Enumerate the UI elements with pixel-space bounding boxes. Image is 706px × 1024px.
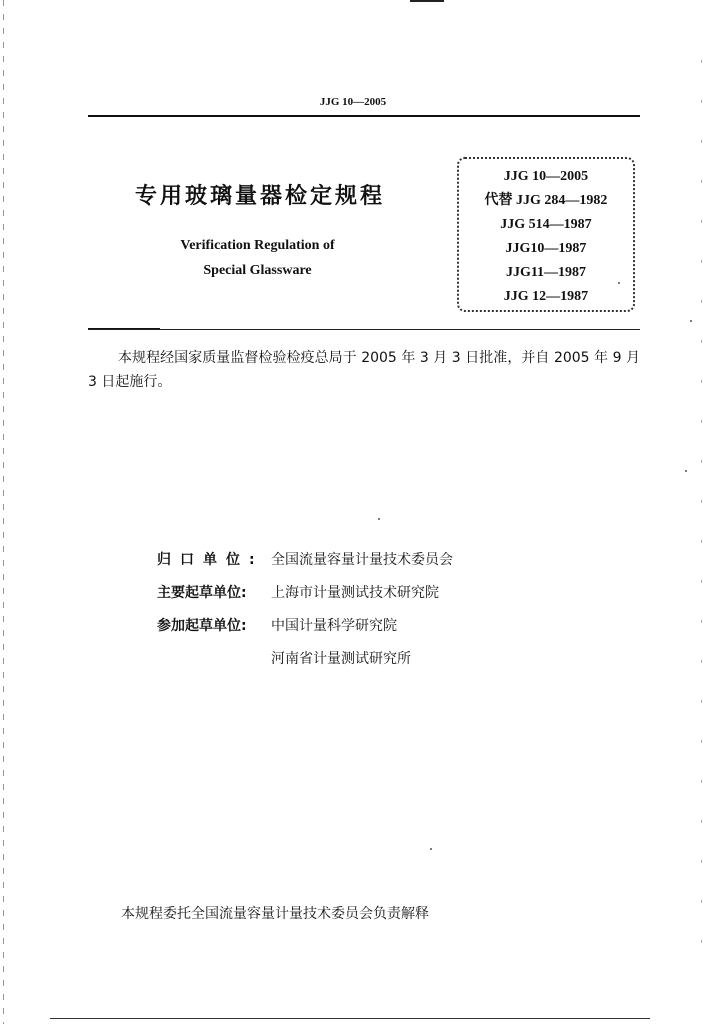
scan-top-mark	[410, 0, 444, 2]
code-replaced-item: JJG11—1987	[505, 265, 587, 280]
scan-speck	[378, 518, 380, 520]
org-participating-row	[157, 615, 397, 635]
org-participating-row-2	[157, 648, 411, 668]
interpretation-note: 本规程委托全国流量容量计量技术委员会负责解释	[121, 906, 429, 922]
scan-edge-left	[3, 0, 4, 1024]
scan-speck	[685, 470, 687, 472]
scan-edge-right	[701, 60, 702, 960]
scan-speck	[690, 320, 692, 322]
approval-statement: 本规程经国家质量监督检验检疫总局于 2005 年 3 月 3 日批准，并自 2005 年 9 月 3 日起施行。	[88, 350, 640, 390]
org-responsible-label: 归口单位:	[157, 552, 264, 568]
code-replaced-item: JJG 514—1987	[500, 217, 592, 232]
org-main-drafting-row	[157, 582, 439, 602]
scan-speck	[618, 282, 620, 284]
document-title-chinese: 专用玻璃量器检定规程	[135, 184, 386, 209]
code-replaced-item: JJG 12—1987	[503, 289, 589, 304]
title-english-line2: Special Glassware	[203, 263, 312, 278]
section-rule	[88, 329, 640, 330]
running-header-code: JJG 10—2005	[319, 96, 387, 108]
org-participating-label: 参加起草单位:	[157, 618, 247, 634]
code-replaces: 代替 JJG 284—1982	[484, 193, 608, 208]
code-replaced-item: JJG10—1987	[505, 241, 587, 256]
title-english-line1: Verification Regulation of	[180, 238, 335, 253]
standard-code-list	[462, 165, 630, 309]
org-main-drafting-value: 上海市计量测试技术研究院	[271, 585, 439, 601]
header-rule	[88, 115, 640, 117]
org-responsible-row	[157, 549, 453, 569]
org-responsible-value: 全国流量容量计量技术委员会	[271, 552, 453, 568]
code-current: JJG 10—2005	[503, 169, 589, 184]
scan-bottom-line	[50, 1018, 650, 1019]
org-participating-value: 中国计量科学研究院	[271, 618, 397, 634]
scan-speck	[430, 848, 432, 850]
document-title-english	[150, 233, 365, 283]
org-main-drafting-label: 主要起草单位:	[157, 585, 247, 601]
org-participating-value: 河南省计量测试研究所	[271, 651, 411, 667]
